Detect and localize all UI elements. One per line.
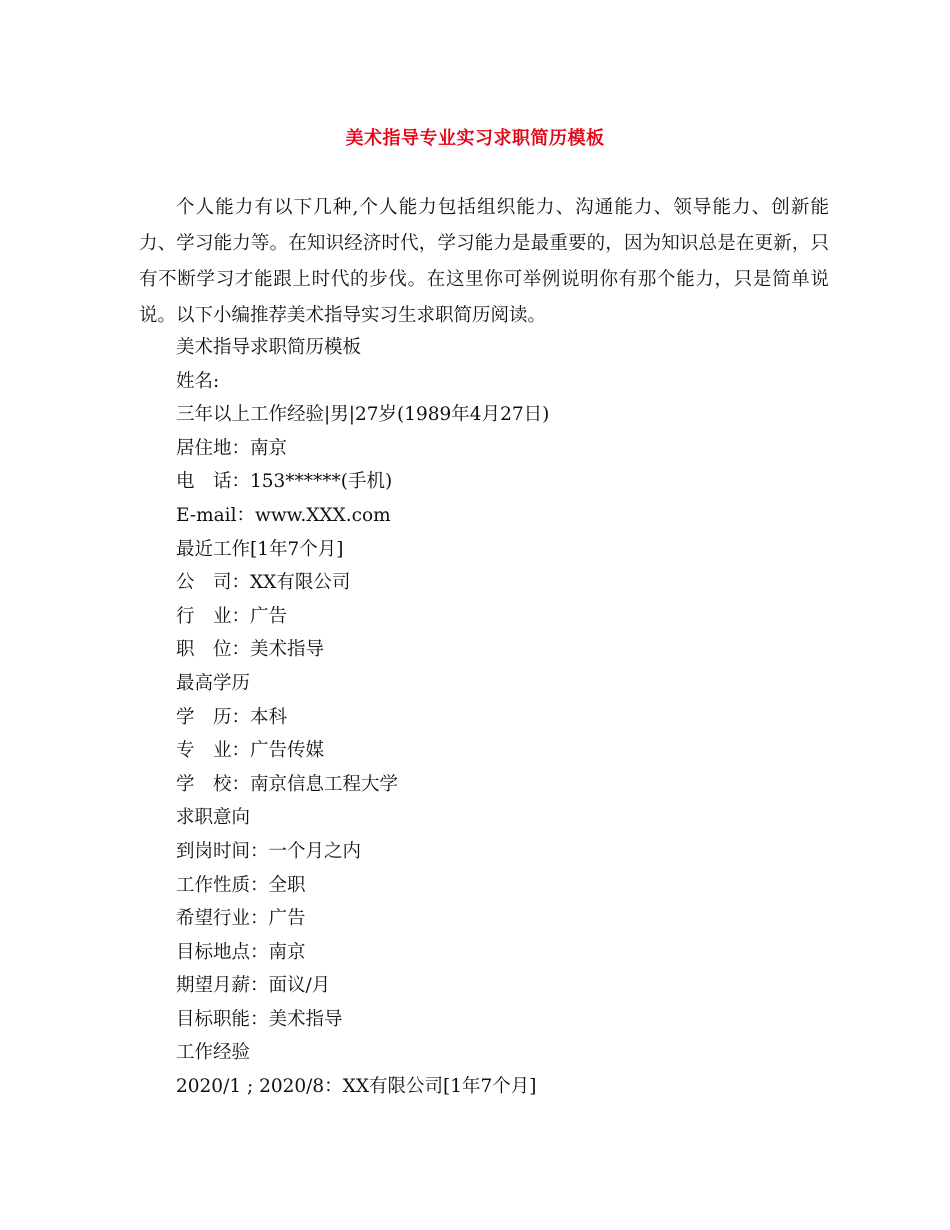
desired-industry-line: 希望行业：广告 <box>176 908 306 930</box>
resume-section-heading: 美术指导求职简历模板 <box>176 337 362 358</box>
intro-paragraph: 个人能力有以下几种,个人能力包括组织能力、沟通能力、领导能力、创新能力、学习能力等。在知识经济时代，学习能力是最重要的，因为知识总是在更新，只有不断学习才能跟上时代的步伐。在这里你可举例说明你有那个能力，只是简单说说。以下小编推荐美术指导实习生求职简历阅读。 <box>139 197 829 326</box>
major-line: 专 业：广告传媒 <box>176 740 325 762</box>
resume-lines <box>176 331 816 1104</box>
experience-summary-line: 三年以上工作经验|男|27岁(1989年4月27日) <box>176 404 550 426</box>
document-title: 美术指导专业实习求职简历模板 <box>345 128 605 149</box>
job-type-line: 工作性质：全职 <box>176 874 306 896</box>
job-intention-heading: 求职意向 <box>176 807 251 829</box>
target-location-line: 目标地点：南京 <box>176 941 306 963</box>
company-line: 公 司：XX有限公司 <box>176 572 351 594</box>
residence-line: 居住地：南京 <box>176 437 288 459</box>
degree-line: 学 历：本科 <box>176 706 288 728</box>
recent-work-heading: 最近工作[1年7个月] <box>176 538 344 560</box>
education-heading: 最高学历 <box>176 672 251 694</box>
target-function-line: 目标职能：美术指导 <box>176 1008 343 1030</box>
school-line: 学 校：南京信息工程大学 <box>176 773 399 795</box>
work-experience-heading: 工作经验 <box>176 1042 251 1064</box>
position-line: 职 位：美术指导 <box>176 639 325 661</box>
start-time-line: 到岗时间：一个月之内 <box>176 840 362 862</box>
phone-line: 电 话：153******(手机) <box>176 471 393 493</box>
industry-line: 行 业：广告 <box>176 605 288 627</box>
work-experience-entry: 2020/1 ; 2020/8：XX有限公司[1年7个月] <box>176 1076 537 1098</box>
expected-salary-line: 期望月薪：面议/月 <box>176 975 331 997</box>
email-line: E-mail：www.XXX.com <box>176 504 391 526</box>
name-line: 姓名: <box>176 370 220 392</box>
